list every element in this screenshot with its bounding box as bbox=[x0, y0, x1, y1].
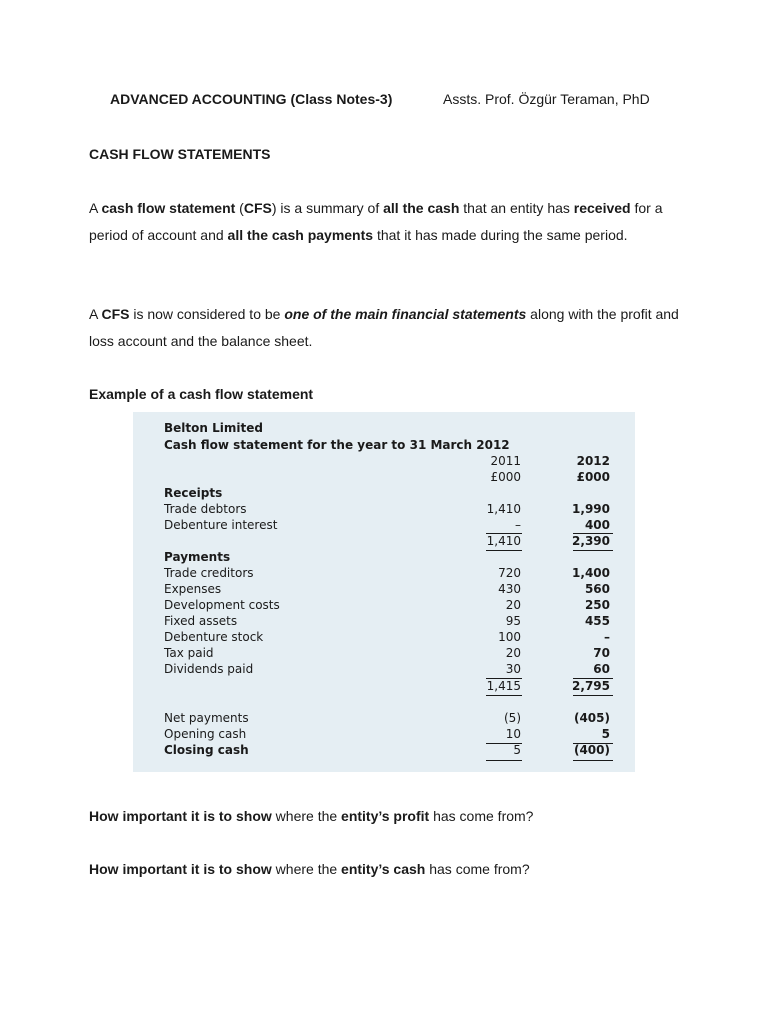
receipt-2011: 1,410 bbox=[486, 502, 521, 516]
payments-heading: Payments bbox=[164, 550, 231, 564]
column-header-2011-year: 2011 bbox=[490, 454, 521, 468]
payment-2012: 60 bbox=[593, 662, 610, 676]
receipts-total-2011: 1,410 bbox=[486, 534, 521, 548]
text: where the bbox=[271, 861, 342, 877]
payment-2012: 1,400 bbox=[572, 566, 610, 580]
emphasis: How important it is to show bbox=[89, 808, 272, 824]
emphasis: received bbox=[573, 200, 631, 216]
example-title: Example of a cash flow statement bbox=[89, 386, 314, 402]
text: ( bbox=[235, 200, 244, 216]
text: A bbox=[89, 306, 102, 322]
payment-label: Dividends paid bbox=[164, 662, 254, 676]
text: that it has made during the same period. bbox=[373, 226, 628, 243]
document-header bbox=[110, 91, 670, 107]
receipts-total-2012: 2,390 bbox=[572, 534, 610, 548]
text: A bbox=[89, 200, 102, 216]
text: that an entity has bbox=[459, 200, 574, 216]
payments-total-2012: 2,795 bbox=[572, 679, 610, 693]
receipt-2011: – bbox=[515, 518, 521, 532]
total-rule bbox=[486, 695, 522, 696]
text: is now considered to be bbox=[129, 306, 285, 322]
importance-paragraph bbox=[89, 301, 689, 354]
receipt-label: Debenture interest bbox=[164, 518, 278, 532]
payment-2012: 70 bbox=[593, 646, 610, 660]
payment-2011: 100 bbox=[498, 630, 521, 644]
payment-2011: 95 bbox=[505, 614, 521, 628]
payment-2011: 20 bbox=[505, 598, 521, 612]
closing-cash-2011: 5 bbox=[513, 743, 521, 757]
statement-subtitle: Cash flow statement for the year to 31 March 2012 bbox=[164, 438, 510, 452]
emphasis: entity’s cash bbox=[341, 861, 426, 877]
payment-2012: 250 bbox=[584, 598, 610, 612]
total-rule bbox=[573, 550, 613, 551]
course-title: ADVANCED ACCOUNTING (Class Notes-3) bbox=[110, 91, 393, 107]
closing-cash-2012: (400) bbox=[573, 743, 610, 757]
column-header-2011-unit: £000 bbox=[490, 470, 521, 484]
total-rule bbox=[486, 550, 522, 551]
payment-label: Expenses bbox=[164, 582, 222, 596]
column-header-2012-unit: £000 bbox=[576, 470, 610, 484]
emphasis: CFS bbox=[101, 306, 130, 322]
emphasis: all the cash bbox=[383, 200, 460, 216]
question-profit bbox=[89, 808, 533, 824]
emphasis-italic: one of the main financial statements bbox=[284, 306, 527, 322]
payment-2012: 455 bbox=[584, 614, 610, 628]
cash-flow-statement-figure bbox=[133, 412, 635, 772]
text: for a period of account and bbox=[89, 200, 663, 243]
net-payments-2012: (405) bbox=[573, 711, 610, 725]
payment-label: Tax paid bbox=[164, 646, 214, 660]
payment-2012: 560 bbox=[584, 582, 610, 596]
author-name: Assts. Prof. Özgür Teraman, PhD bbox=[443, 91, 650, 107]
net-payments-label: Net payments bbox=[164, 711, 249, 725]
emphasis: cash flow statement bbox=[101, 200, 236, 216]
payment-label: Debenture stock bbox=[164, 630, 264, 644]
text: ) is a summary of bbox=[271, 200, 384, 216]
receipt-label: Trade debtors bbox=[164, 502, 247, 516]
question-cash bbox=[89, 861, 530, 877]
payment-2012: – bbox=[604, 630, 610, 644]
opening-cash-2011: 10 bbox=[505, 727, 521, 741]
opening-cash-2012: 5 bbox=[601, 727, 610, 741]
payment-label: Fixed assets bbox=[164, 614, 238, 628]
total-rule bbox=[486, 760, 522, 761]
text: has come from? bbox=[425, 861, 530, 877]
total-rule bbox=[573, 760, 613, 761]
payment-2011: 430 bbox=[498, 582, 521, 596]
column-header-2012-year: 2012 bbox=[576, 454, 610, 468]
text: where the bbox=[271, 808, 342, 824]
closing-cash-label: Closing cash bbox=[164, 743, 249, 757]
total-rule bbox=[573, 695, 613, 696]
text: has come from? bbox=[429, 808, 534, 824]
receipts-heading: Receipts bbox=[164, 486, 223, 500]
receipt-2012: 400 bbox=[584, 518, 610, 532]
section-title: CASH FLOW STATEMENTS bbox=[89, 146, 271, 162]
payment-2011: 20 bbox=[505, 646, 521, 660]
emphasis: How important it is to show bbox=[89, 861, 272, 877]
emphasis: entity’s profit bbox=[341, 808, 430, 824]
company-name: Belton Limited bbox=[164, 421, 263, 435]
emphasis: CFS bbox=[243, 200, 272, 216]
payments-total-2011: 1,415 bbox=[486, 679, 521, 693]
net-payments-2011: (5) bbox=[504, 711, 521, 725]
text: along with the profit and loss account and the balance sheet. bbox=[89, 306, 679, 349]
emphasis: all the cash payments bbox=[227, 226, 374, 243]
payment-2011: 720 bbox=[498, 566, 521, 580]
receipt-2012: 1,990 bbox=[572, 502, 610, 516]
opening-cash-label: Opening cash bbox=[164, 727, 247, 741]
payment-2011: 30 bbox=[505, 662, 521, 676]
payment-label: Trade creditors bbox=[164, 566, 254, 580]
definition-paragraph bbox=[89, 195, 689, 248]
payment-label: Development costs bbox=[164, 598, 280, 612]
